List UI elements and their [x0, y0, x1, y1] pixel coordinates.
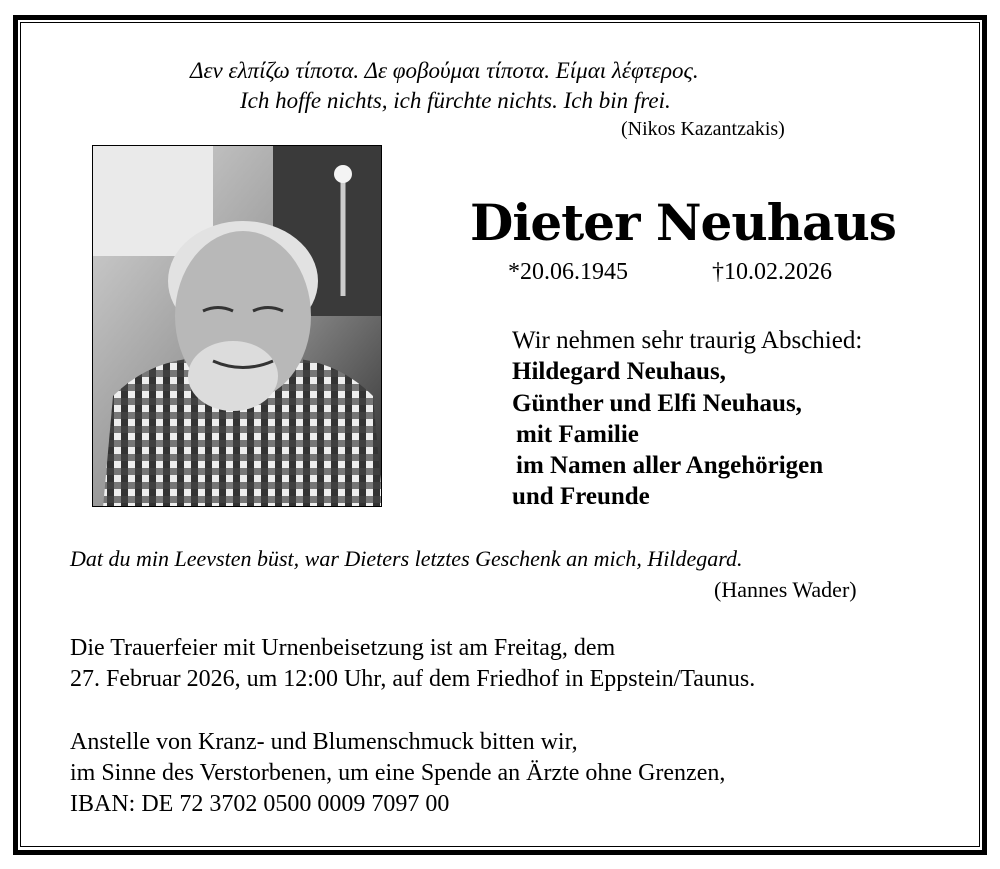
mourner-line: und Freunde — [512, 483, 650, 510]
donation-iban: IBAN: DE 72 3702 0500 0009 7097 00 — [70, 791, 450, 817]
ceremony-line-1: Die Trauerfeier mit Urnenbeisetzung ist am Freitag, dem — [70, 635, 616, 661]
second-quote-text: Dat du min Leevsten büst, war Dieters letztes Geschenk an mich, Hildegard. — [70, 546, 743, 571]
mourner-line: Hildegard Neuhaus, — [512, 358, 726, 385]
donation-line-1: Anstelle von Kranz- und Blumenschmuck bitten wir, — [70, 729, 578, 755]
second-quote-author: (Hannes Wader) — [714, 577, 857, 602]
portrait-illustration — [93, 146, 382, 507]
ceremony-line-2: 27. Februar 2026, um 12:00 Uhr, auf dem Friedhof in Eppstein/Taunus. — [70, 666, 756, 692]
mourners-intro: Wir nehmen sehr traurig Abschied: — [512, 327, 863, 354]
mourner-line: mit Familie — [516, 421, 639, 448]
portrait-photo — [92, 145, 382, 507]
quote-greek: Δεν ελπίζω τίποτα. Δε φοβούμαι τίποτα. Είμαι λέφτερος. — [190, 58, 699, 83]
deceased-name: Dieter Neuhaus — [470, 193, 896, 252]
death-date: †10.02.2026 — [712, 259, 832, 285]
donation-line-2: im Sinne des Verstorbenen, um eine Spende an Ärzte ohne Grenzen, — [70, 760, 726, 786]
mourner-line: im Namen aller Angehörigen — [516, 452, 824, 479]
mourner-line: Günther und Elfi Neuhaus, — [512, 390, 802, 417]
birth-date: *20.06.1945 — [508, 259, 628, 285]
quote-author: (Nikos Kazantzakis) — [621, 118, 785, 140]
quote-german: Ich hoffe nichts, ich fürchte nichts. Ich bin frei. — [240, 88, 671, 113]
